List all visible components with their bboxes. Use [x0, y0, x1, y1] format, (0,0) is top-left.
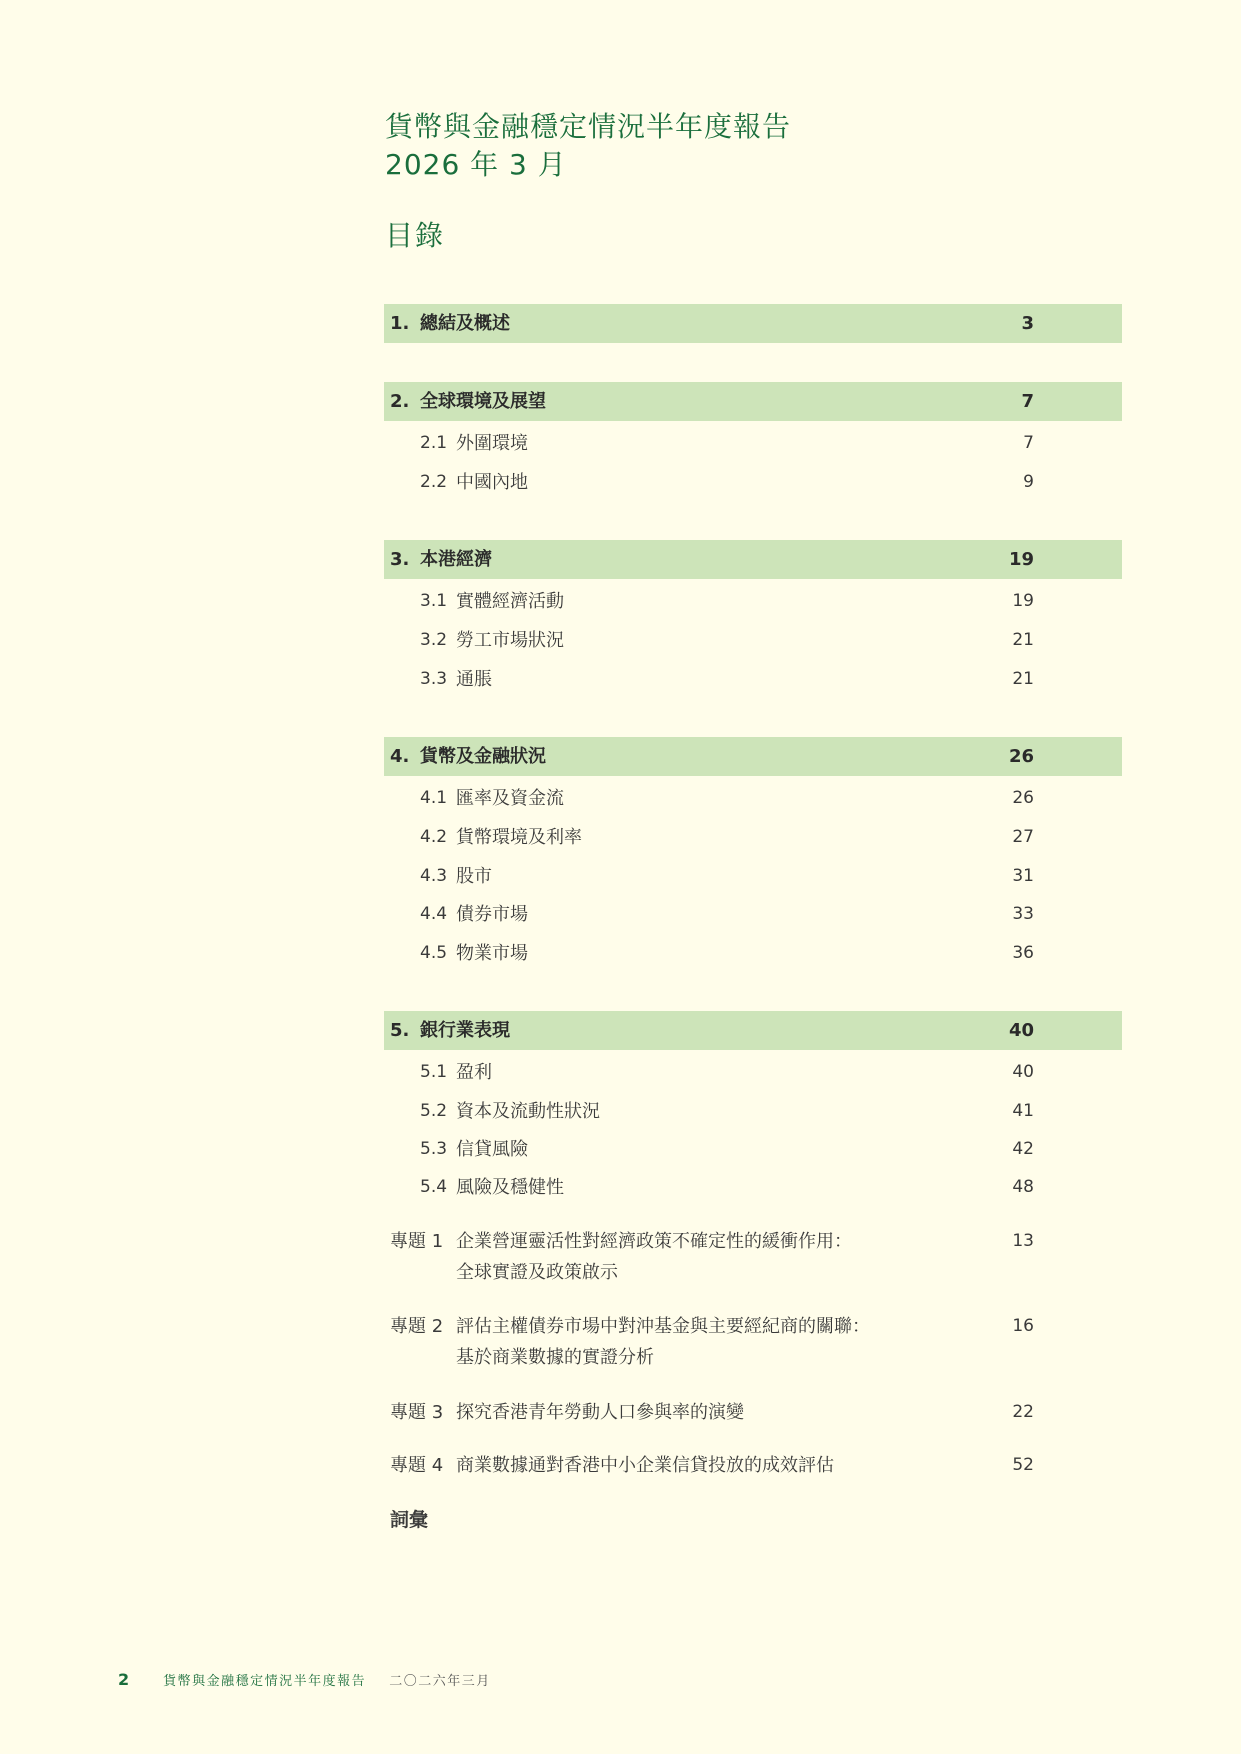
feature-title-line: 商業數據通對香港中小企業信貸投放的成效評估: [456, 1455, 834, 1476]
section-page: 19: [1008, 549, 1034, 570]
subsection-page: 7: [1023, 433, 1034, 453]
subsection-number: 5.2: [420, 1101, 448, 1121]
section-number: 2.: [390, 391, 410, 412]
toc-subsection-2-1[interactable]: [384, 424, 1122, 463]
page-footer: [118, 1669, 491, 1691]
toc-subsection-5-3[interactable]: [384, 1130, 1122, 1169]
subsection-label: 股市: [456, 866, 492, 887]
subsection-label: 貨幣環境及利率: [456, 827, 582, 848]
subsection-label: 信貸風險: [456, 1139, 528, 1160]
subsection-page: 40: [1012, 1062, 1034, 1082]
subsection-label: 通脹: [456, 669, 492, 690]
subsection-page: 48: [1012, 1177, 1034, 1197]
subsection-label: 物業市場: [456, 943, 528, 964]
subsection-number: 4.4: [420, 904, 448, 924]
section-label: 銀行業表現: [420, 1020, 510, 1041]
subsection-label: 實體經濟活動: [456, 591, 564, 612]
feature-title-line: 基於商業數據的實證分析: [456, 1347, 654, 1368]
feature-title-line: 探究香港青年勞動人口參與率的演變: [456, 1402, 744, 1423]
section-label: 本港經濟: [420, 549, 492, 570]
subsection-page: 19: [1012, 591, 1034, 611]
toc-subsection-4-4[interactable]: [384, 895, 1122, 934]
subsection-number: 4.5: [420, 943, 448, 963]
feature-page: 52: [1012, 1455, 1034, 1475]
footer-date: 二〇二六年三月: [389, 1674, 491, 1689]
section-number: 1.: [390, 313, 410, 334]
subsection-page: 36: [1012, 943, 1034, 963]
footer-page-number: 2: [118, 1670, 130, 1689]
subsection-page: 21: [1012, 630, 1034, 650]
toc-glossary[interactable]: 詞彙: [390, 1509, 429, 1531]
subsection-page: 21: [1012, 669, 1034, 689]
feature-title-line: 全球實證及政策啟示: [456, 1262, 618, 1283]
toc-subsection-5-1[interactable]: [384, 1053, 1122, 1092]
report-date: 2026 年 3 月: [385, 148, 567, 181]
subsection-label: 債券市場: [456, 904, 528, 925]
section-label: 全球環境及展望: [420, 391, 546, 412]
footer-report-title: 貨幣與金融穩定情況半年度報告: [163, 1674, 367, 1689]
toc-subsection-5-4[interactable]: [384, 1168, 1122, 1207]
report-header: [385, 108, 791, 184]
subsection-page: 41: [1012, 1101, 1034, 1121]
feature-page: 16: [1012, 1316, 1034, 1336]
section-page: 26: [1008, 746, 1034, 767]
section-label: 總結及概述: [420, 313, 510, 334]
toc-subsection-3-2[interactable]: [384, 621, 1122, 660]
subsection-label: 資本及流動性狀況: [456, 1101, 600, 1122]
subsection-label: 風險及穩健性: [456, 1177, 564, 1198]
section-label: 貨幣及金融狀況: [420, 746, 546, 767]
subsection-number: 3.1: [420, 591, 448, 611]
feature-number: 專題 3: [390, 1402, 444, 1423]
subsection-label: 匯率及資金流: [456, 788, 564, 809]
feature-title: [456, 1226, 976, 1288]
toc-subsection-4-1[interactable]: [384, 779, 1122, 818]
toc-section-4[interactable]: [384, 737, 1122, 776]
toc-heading: 目錄: [385, 219, 446, 252]
subsection-page: 9: [1023, 472, 1034, 492]
subsection-label: 中國內地: [456, 472, 528, 493]
toc-subsection-4-5[interactable]: [384, 934, 1122, 973]
toc-subsection-4-2[interactable]: [384, 818, 1122, 857]
feature-title: [456, 1311, 976, 1373]
subsection-page: 42: [1012, 1139, 1034, 1159]
subsection-number: 5.3: [420, 1139, 448, 1159]
toc-feature-2[interactable]: [384, 1311, 1122, 1373]
subsection-page: 31: [1012, 866, 1034, 886]
subsection-label: 勞工市場狀況: [456, 630, 564, 651]
feature-page: 22: [1012, 1402, 1034, 1422]
toc-subsection-3-1[interactable]: [384, 582, 1122, 621]
subsection-page: 26: [1012, 788, 1034, 808]
toc-subsection-5-2[interactable]: [384, 1092, 1122, 1131]
report-title: 貨幣與金融穩定情況半年度報告: [385, 110, 792, 143]
feature-number: 專題 2: [390, 1316, 444, 1337]
subsection-number: 5.4: [420, 1177, 448, 1197]
feature-number: 專題 1: [390, 1231, 444, 1252]
section-page: 7: [1021, 391, 1034, 412]
subsection-page: 33: [1012, 904, 1034, 924]
section-page: 40: [1008, 1020, 1034, 1041]
toc-section-5[interactable]: [384, 1011, 1122, 1050]
toc-section-1[interactable]: [384, 304, 1122, 343]
subsection-number: 5.1: [420, 1062, 448, 1082]
toc-section-2[interactable]: [384, 382, 1122, 421]
subsection-number: 2.1: [420, 433, 448, 453]
subsection-number: 4.1: [420, 788, 448, 808]
subsection-label: 外圍環境: [456, 433, 528, 454]
feature-page: 13: [1012, 1231, 1034, 1251]
subsection-number: 3.3: [420, 669, 448, 689]
toc-section-3[interactable]: [384, 540, 1122, 579]
feature-title-line: 企業營運靈活性對經濟政策不確定性的緩衝作用：: [456, 1231, 852, 1252]
feature-title: [456, 1397, 976, 1428]
subsection-number: 3.2: [420, 630, 448, 650]
feature-title-line: 評估主權債券市場中對沖基金與主要經紀商的關聯：: [456, 1316, 870, 1337]
toc-feature-3[interactable]: [384, 1397, 1122, 1428]
subsection-number: 4.3: [420, 866, 448, 886]
section-number: 4.: [390, 746, 410, 767]
toc-feature-1[interactable]: [384, 1226, 1122, 1288]
toc-subsection-4-3[interactable]: [384, 857, 1122, 896]
feature-title: [456, 1450, 976, 1481]
feature-number: 專題 4: [390, 1455, 444, 1476]
toc-subsection-3-3[interactable]: [384, 660, 1122, 699]
subsection-page: 27: [1012, 827, 1034, 847]
subsection-number: 4.2: [420, 827, 448, 847]
subsection-label: 盈利: [456, 1062, 492, 1083]
section-number: 3.: [390, 549, 410, 570]
section-page: 3: [1021, 313, 1034, 334]
subsection-number: 2.2: [420, 472, 448, 492]
section-number: 5.: [390, 1020, 410, 1041]
toc-subsection-2-2[interactable]: [384, 463, 1122, 502]
toc-feature-4[interactable]: [384, 1450, 1122, 1481]
